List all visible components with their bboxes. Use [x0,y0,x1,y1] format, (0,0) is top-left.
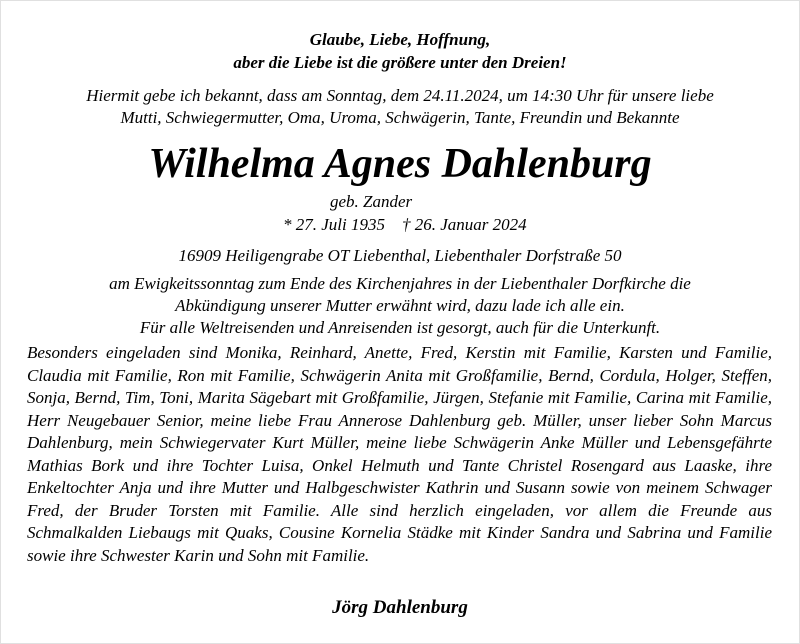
invited-guests-paragraph: Besonders eingeladen sind Monika, Reinhard, Anette, Fred, Kerstin mit Familie, Karsten und Familie, Claudia mit Familie, Ron mit Familie, Schwägerin Anita mit Großfamilie, Bernd, Cordula, Holger, Steffen, Sonja, Bernd, Tim, Toni, Marita Sägebart mit Großfamilie, Jürgen, Stefanie mit Familie, Carina mit Familie, Herr Neugebauer Senior, meine liebe Frau Annerose Dahlenburg geb. Müller, unser lieber Sohn Marcus Dahlenburg, mein Schwiegervater Kurt Müller, meine liebe Schwägerin Anke Müller und Lebensgefährte Mathias Bork und ihre Tochter Luisa, Onkel Helmuth und Tante Christel Rosengard aus Laaske, ihre Enkeltochter Anja und ihre Mutter und Halbgeschwister Kathrin und Susann sowie von meinem Schwager Fred, der Bruder Torsten mit Familie. Alle sind herzlich eingeladen, vor allem die Freunde aus Schmalkalden Liebaugs mit Quaks, Cousine Kornelia Städke mit Kinder Sandra und Sabrina und Familie sowie ihre Schwester Karin und Sohn mit Familie. [27,343,772,565]
motto-line-2: aber die Liebe ist die größere unter den Dreien! [233,53,567,72]
event-line-1: am Ewigkeitssonntag zum Ende des Kirchenjahres in der Liebenthaler Dorfkirche die [109,274,691,293]
maiden-name: geb. Zander [330,192,413,211]
address: 16909 Heiligengrabe OT Liebenthal, Liebenthaler Dorfstraße 50 [178,246,622,265]
intro-line-1: Hiermit gebe ich bekannt, dass am Sonntag, dem 24.11.2024, um 14:30 Uhr für unsere liebe [86,86,714,105]
event-line-2: Abkündigung unserer Mutter erwähnt wird, dazu lade ich alle ein. [175,296,625,315]
motto-line-1: Glaube, Liebe, Hoffnung, [309,30,491,49]
intro-line-2: Mutti, Schwiegermutter, Oma, Uroma, Schwägerin, Tante, Freundin und Bekannte [120,108,680,127]
signature: Jörg Dahlenburg [332,597,468,618]
motto [0,28,800,74]
life-dates: * 27. Juli 1935 † 26. Januar 2024 [283,215,527,234]
event-text [0,273,800,339]
deceased-name: Wilhelma Agnes Dahlenburg [148,141,652,187]
event-line-3: Für alle Weltreisenden und Anreisenden ist gesorgt, auch für die Unterkunft. [139,318,661,337]
intro-text [0,85,800,129]
